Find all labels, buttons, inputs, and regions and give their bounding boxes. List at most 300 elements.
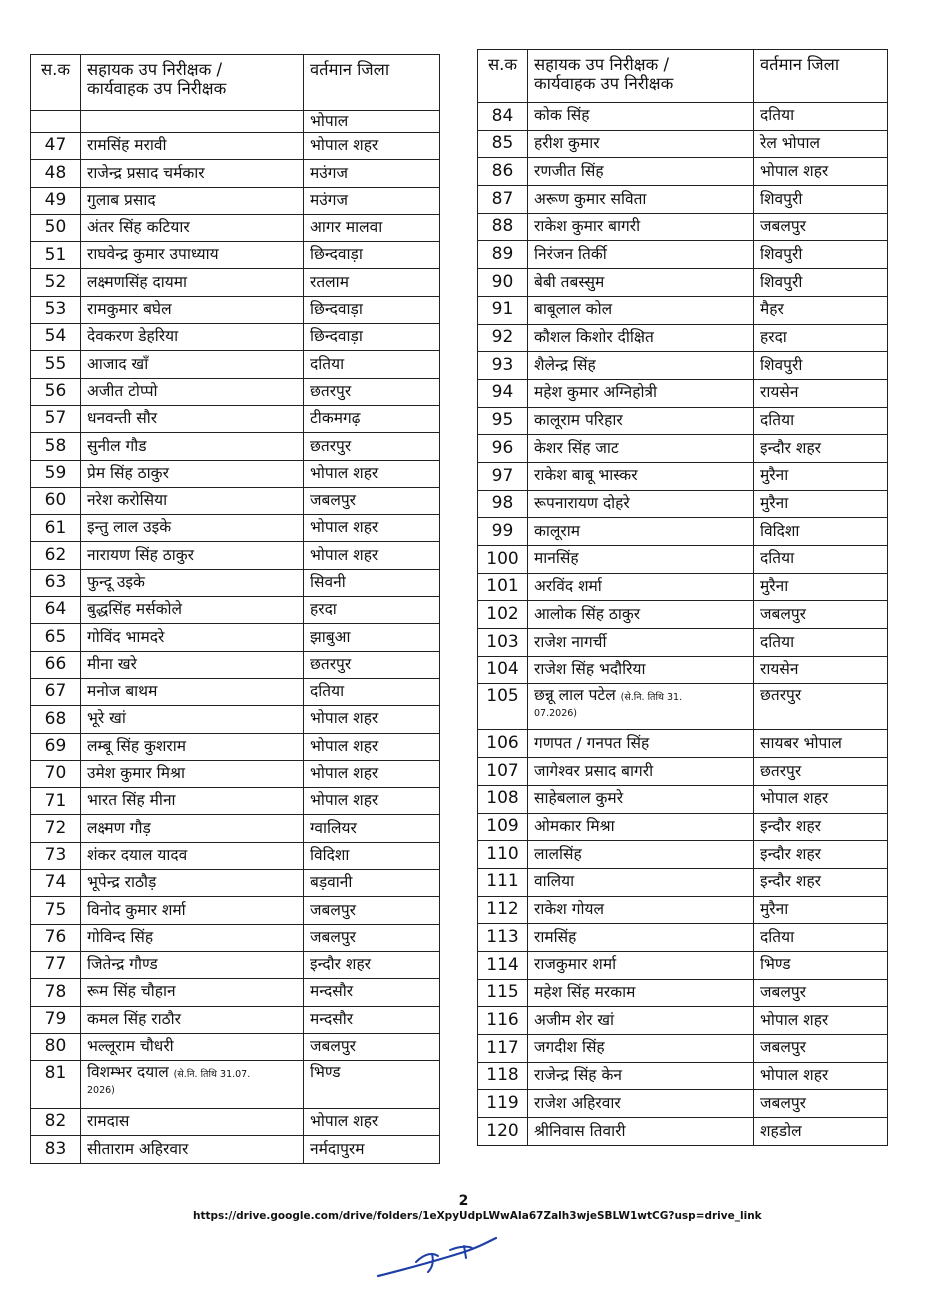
officer-name-text: महेश सिंह मरकाम bbox=[534, 983, 636, 1002]
officer-name bbox=[528, 241, 754, 269]
current-district: रायसेन bbox=[754, 656, 888, 684]
serial-number: 91 bbox=[478, 296, 528, 324]
officer-name-text: मीना खरे bbox=[87, 654, 137, 673]
officer-name bbox=[81, 351, 304, 378]
serial-number: 74 bbox=[31, 870, 81, 897]
current-district: भिण्ड bbox=[754, 951, 888, 979]
officer-name-text: राजेश अहिरवार bbox=[534, 1093, 621, 1112]
serial-number: 98 bbox=[478, 490, 528, 518]
serial-number: 93 bbox=[478, 352, 528, 380]
table-row bbox=[478, 462, 888, 490]
current-district: जबलपुर bbox=[754, 601, 888, 629]
current-district: टीकमगढ़ bbox=[304, 405, 440, 432]
officer-name bbox=[528, 296, 754, 324]
officer-name bbox=[528, 979, 754, 1007]
table-row bbox=[31, 1136, 440, 1163]
serial-number: 73 bbox=[31, 842, 81, 869]
table-row bbox=[31, 1033, 440, 1060]
table-row bbox=[31, 187, 440, 214]
table-row bbox=[478, 896, 888, 924]
current-district: आगर मालवा bbox=[304, 214, 440, 241]
serial-number: 61 bbox=[31, 515, 81, 542]
table-row bbox=[31, 924, 440, 951]
officer-name-text: अजीम शेर खां bbox=[534, 1010, 615, 1029]
current-district: भोपाल शहर bbox=[304, 460, 440, 487]
officer-name-text: कौशल किशोर दीक्षित bbox=[534, 327, 654, 346]
current-district: मन्दसौर bbox=[304, 979, 440, 1006]
officer-name-text: राघवेन्द्र कुमार उपाध्याय bbox=[87, 245, 219, 264]
officer-name bbox=[81, 296, 304, 323]
officer-name-text: लालसिंह bbox=[534, 844, 582, 863]
table-row bbox=[478, 979, 888, 1007]
current-district: छिन्दवाड़ा bbox=[304, 242, 440, 269]
serial-number: 83 bbox=[31, 1136, 81, 1163]
current-district: भोपाल शहर bbox=[754, 785, 888, 813]
officer-name bbox=[81, 597, 304, 624]
table-row bbox=[478, 730, 888, 758]
officer-name-text: गणपत / गनपत सिंह bbox=[534, 733, 650, 752]
officer-name-text: वालिया bbox=[534, 872, 575, 891]
officer-name bbox=[528, 186, 754, 214]
officer-name bbox=[528, 684, 754, 730]
current-district: दतिया bbox=[754, 924, 888, 952]
current-district: छतरपुर bbox=[754, 684, 888, 730]
officer-name bbox=[81, 542, 304, 569]
officer-name-text: जगदीश सिंह bbox=[534, 1038, 605, 1057]
table-row bbox=[31, 651, 440, 678]
table-row bbox=[478, 1062, 888, 1090]
serial-number: 66 bbox=[31, 651, 81, 678]
officer-name bbox=[528, 758, 754, 786]
officer-name-text: रामसिंह मरावी bbox=[87, 136, 167, 155]
officer-name bbox=[81, 651, 304, 678]
officer-name-text: लक्ष्मणसिंह दायमा bbox=[87, 272, 188, 291]
officer-name bbox=[81, 788, 304, 815]
table-row bbox=[31, 1109, 440, 1136]
table-row bbox=[31, 542, 440, 569]
officer-name-text: राजेश सिंह भदौरिया bbox=[534, 660, 646, 679]
officer-name bbox=[81, 405, 304, 432]
serial-number: 100 bbox=[478, 546, 528, 574]
current-district: भोपाल शहर bbox=[304, 1109, 440, 1136]
officer-name-text: मानसिंह bbox=[534, 549, 579, 568]
current-district: मउंगज bbox=[304, 187, 440, 214]
table-row bbox=[478, 684, 888, 730]
current-district: भोपाल शहर bbox=[754, 158, 888, 186]
serial-number: 49 bbox=[31, 187, 81, 214]
serial-number: 120 bbox=[478, 1118, 528, 1146]
serial-number-header: स.क bbox=[478, 50, 528, 103]
officer-name bbox=[81, 111, 304, 133]
table-row bbox=[31, 624, 440, 651]
serial-number: 69 bbox=[31, 733, 81, 760]
serial-number: 89 bbox=[478, 241, 528, 269]
officer-name bbox=[81, 897, 304, 924]
serial-number: 95 bbox=[478, 407, 528, 435]
current-district: छिन्दवाड़ा bbox=[304, 296, 440, 323]
serial-number: 60 bbox=[31, 487, 81, 514]
officer-table-right-body bbox=[478, 50, 888, 1146]
current-district: इन्दौर शहर bbox=[304, 951, 440, 978]
serial-number: 75 bbox=[31, 897, 81, 924]
officer-name bbox=[81, 269, 304, 296]
officer-name-text: कालूराम परिहार bbox=[534, 411, 623, 429]
table-row bbox=[31, 160, 440, 187]
table-row bbox=[478, 518, 888, 546]
officer-name-text: रणजीत सिंह bbox=[534, 161, 604, 180]
table-row bbox=[478, 1035, 888, 1063]
officer-name bbox=[81, 842, 304, 869]
officer-name bbox=[81, 706, 304, 733]
table-row bbox=[31, 951, 440, 978]
officer-name-text: देवकरण डेहरिया bbox=[87, 327, 179, 346]
table-row bbox=[31, 378, 440, 405]
officer-name bbox=[81, 214, 304, 241]
current-district: मुरैना bbox=[754, 490, 888, 518]
officer-name bbox=[81, 460, 304, 487]
current-district: दतिया bbox=[754, 103, 888, 131]
officer-name-text: केशर सिंह जाट bbox=[534, 438, 619, 457]
current-district: दतिया bbox=[754, 629, 888, 657]
officer-name-text: अंतर सिंह कटियार bbox=[87, 218, 190, 237]
serial-number: 62 bbox=[31, 542, 81, 569]
officer-name bbox=[528, 785, 754, 813]
serial-number: 114 bbox=[478, 951, 528, 979]
officer-name-text: अजीत टोप्पो bbox=[87, 381, 158, 400]
table-row bbox=[478, 573, 888, 601]
officer-name bbox=[528, 462, 754, 490]
current-district: दतिया bbox=[754, 407, 888, 435]
officer-name-text: राकेश कुमार बागरी bbox=[534, 217, 641, 236]
serial-number: 111 bbox=[478, 868, 528, 896]
officer-name bbox=[528, 352, 754, 380]
table-row bbox=[478, 1007, 888, 1035]
officer-name-text: शंकर दयाल यादव bbox=[87, 845, 188, 864]
table-row bbox=[478, 186, 888, 214]
officer-name-text: लम्बू सिंह कुशराम bbox=[87, 736, 187, 755]
officer-name bbox=[528, 868, 754, 896]
current-district: दतिया bbox=[304, 351, 440, 378]
current-district: दतिया bbox=[754, 546, 888, 574]
officer-name-text: फुन्दू उइके bbox=[87, 572, 145, 591]
current-district: रतलाम bbox=[304, 269, 440, 296]
serial-number: 79 bbox=[31, 1006, 81, 1033]
current-district: भोपाल शहर bbox=[304, 760, 440, 787]
officer-name bbox=[528, 841, 754, 869]
officer-name bbox=[528, 951, 754, 979]
officer-name bbox=[528, 601, 754, 629]
table-row bbox=[478, 785, 888, 813]
officer-name bbox=[528, 656, 754, 684]
table-row bbox=[478, 379, 888, 407]
officer-name-text: अरविंद शर्मा bbox=[534, 577, 602, 596]
serial-number: 110 bbox=[478, 841, 528, 869]
table-row bbox=[31, 296, 440, 323]
current-district: हरदा bbox=[754, 324, 888, 352]
current-district: झाबुआ bbox=[304, 624, 440, 651]
table-row bbox=[31, 487, 440, 514]
table-row bbox=[31, 788, 440, 815]
officer-name bbox=[81, 624, 304, 651]
officer-name-text: उमेश कुमार मिश्रा bbox=[87, 764, 185, 783]
officer-name bbox=[528, 896, 754, 924]
officer-name bbox=[81, 487, 304, 514]
signature-icon bbox=[372, 1232, 502, 1282]
current-district: दतिया bbox=[304, 678, 440, 705]
current-district: विदिशा bbox=[754, 518, 888, 546]
officer-name bbox=[528, 158, 754, 186]
current-district: मउंगज bbox=[304, 160, 440, 187]
officer-name-text: शैलेन्द्र सिंह bbox=[534, 355, 596, 374]
serial-number: 101 bbox=[478, 573, 528, 601]
serial-number: 52 bbox=[31, 269, 81, 296]
current-district: भिण्ड bbox=[304, 1061, 440, 1109]
officer-name-header bbox=[81, 55, 304, 111]
current-district: छिन्दवाड़ा bbox=[304, 324, 440, 351]
retirement-note-year: 07.2026) bbox=[534, 708, 577, 720]
officer-name-text: धनवन्ती सौर bbox=[87, 409, 158, 428]
serial-number: 70 bbox=[31, 760, 81, 787]
current-district: जबलपुर bbox=[304, 1033, 440, 1060]
table-row bbox=[478, 951, 888, 979]
table-row bbox=[31, 733, 440, 760]
serial-number: 54 bbox=[31, 324, 81, 351]
serial-number: 77 bbox=[31, 951, 81, 978]
current-district: छतरपुर bbox=[304, 378, 440, 405]
current-district: भोपाल शहर bbox=[304, 733, 440, 760]
current-district: भोपाल शहर bbox=[304, 706, 440, 733]
officer-name-header bbox=[528, 50, 754, 103]
table-row bbox=[31, 815, 440, 842]
table-header-row bbox=[31, 55, 440, 111]
table-row bbox=[478, 841, 888, 869]
header-name-line1: सहायक उप निरीक्षक / bbox=[87, 60, 223, 79]
officer-name-text: नरेश करोसिया bbox=[87, 491, 168, 510]
current-district: भोपाल शहर bbox=[304, 542, 440, 569]
serial-number: 81 bbox=[31, 1061, 81, 1109]
officer-name-text: जागेश्वर प्रसाद बागरी bbox=[534, 761, 654, 780]
serial-number: 106 bbox=[478, 730, 528, 758]
officer-name bbox=[81, 733, 304, 760]
officer-name-text: रामसिंह bbox=[534, 927, 577, 946]
current-district: मैहर bbox=[754, 296, 888, 324]
officer-name bbox=[81, 569, 304, 596]
current-district: हरदा bbox=[304, 597, 440, 624]
drive-link[interactable]: https://drive.google.com/drive/folders/1eXpyUdpLWwAIa67Zalh3wjeSBLW1wtCG?usp=drive_link bbox=[193, 1210, 762, 1222]
officer-name-text: गुलाब प्रसाद bbox=[87, 190, 156, 209]
officer-name bbox=[528, 924, 754, 952]
officer-name bbox=[528, 1118, 754, 1146]
officer-name-text: सुनील गौड bbox=[87, 436, 147, 455]
serial-number: 64 bbox=[31, 597, 81, 624]
current-district: जबलपुर bbox=[304, 897, 440, 924]
officer-name bbox=[81, 1136, 304, 1163]
serial-number: 80 bbox=[31, 1033, 81, 1060]
officer-name-text: महेश कुमार अग्निहोत्री bbox=[534, 383, 658, 402]
officer-name bbox=[81, 324, 304, 351]
table-row bbox=[478, 241, 888, 269]
serial-number: 108 bbox=[478, 785, 528, 813]
officer-name-text: राजेन्द्र प्रसाद चर्मकार bbox=[87, 163, 205, 182]
current-district: जबलपुर bbox=[304, 924, 440, 951]
current-district: बड़वानी bbox=[304, 870, 440, 897]
current-district: इन्दौर शहर bbox=[754, 868, 888, 896]
officer-name-text: इन्तु लाल उइके bbox=[87, 518, 172, 537]
table-row bbox=[31, 269, 440, 296]
table-row bbox=[478, 130, 888, 158]
retirement-note-year: 2026) bbox=[87, 1084, 115, 1096]
table-row bbox=[31, 842, 440, 869]
table-row bbox=[478, 158, 888, 186]
officer-name-text: प्रेम सिंह ठाकुर bbox=[87, 463, 169, 482]
serial-number: 94 bbox=[478, 379, 528, 407]
officer-name-text: आलोक सिंह ठाकुर bbox=[534, 604, 641, 623]
serial-number: 78 bbox=[31, 979, 81, 1006]
table-row bbox=[31, 405, 440, 432]
officer-name-text: भल्लूराम चौधरी bbox=[87, 1037, 174, 1056]
current-district: शिवपुरी bbox=[754, 186, 888, 214]
officer-name-text: अरूण कुमार सविता bbox=[534, 189, 647, 208]
serial-number: 84 bbox=[478, 103, 528, 131]
officer-name bbox=[528, 213, 754, 241]
officer-name bbox=[528, 379, 754, 407]
table-row bbox=[478, 629, 888, 657]
officer-name bbox=[81, 1061, 304, 1109]
table-row bbox=[478, 813, 888, 841]
table-row bbox=[31, 214, 440, 241]
retirement-note: (से.नि. तिथि 31.07. bbox=[173, 1069, 251, 1081]
current-district: जबलपुर bbox=[754, 1090, 888, 1118]
officer-name bbox=[81, 242, 304, 269]
officer-name-text: विनोद कुमार शर्मा bbox=[87, 900, 186, 919]
officer-name bbox=[528, 518, 754, 546]
officer-name bbox=[81, 924, 304, 951]
current-district: शिवपुरी bbox=[754, 269, 888, 297]
serial-number: 86 bbox=[478, 158, 528, 186]
officer-name-text: राजेन्द्र सिंह केन bbox=[534, 1066, 622, 1085]
current-district-header: वर्तमान जिला bbox=[304, 55, 440, 111]
table-row bbox=[478, 269, 888, 297]
serial-number: 112 bbox=[478, 896, 528, 924]
current-district: जबलपुर bbox=[304, 487, 440, 514]
officer-name bbox=[528, 1062, 754, 1090]
table-header-row bbox=[478, 50, 888, 103]
officer-name bbox=[528, 407, 754, 435]
table-row bbox=[31, 460, 440, 487]
current-district: भोपाल शहर bbox=[304, 133, 440, 160]
serial-number: 50 bbox=[31, 214, 81, 241]
retirement-note: (से.नि. तिथि 31. bbox=[620, 692, 683, 704]
officer-name bbox=[528, 130, 754, 158]
officer-name-text: हरीश कुमार bbox=[534, 134, 600, 153]
officer-name-text: राजेश नागर्ची bbox=[534, 632, 607, 651]
header-name-line2: कार्यवाहक उप निरीक्षक bbox=[87, 78, 227, 98]
current-district: भोपाल शहर bbox=[304, 788, 440, 815]
serial-number: 55 bbox=[31, 351, 81, 378]
table-row bbox=[31, 515, 440, 542]
table-row bbox=[31, 111, 440, 133]
table-row bbox=[31, 324, 440, 351]
officer-name bbox=[81, 951, 304, 978]
table-row bbox=[478, 296, 888, 324]
table-row bbox=[31, 979, 440, 1006]
current-district: सिवनी bbox=[304, 569, 440, 596]
current-district: शिवपुरी bbox=[754, 241, 888, 269]
serial-number: 82 bbox=[31, 1109, 81, 1136]
officer-name bbox=[528, 730, 754, 758]
serial-number: 57 bbox=[31, 405, 81, 432]
serial-number: 92 bbox=[478, 324, 528, 352]
current-district: सायबर भोपाल bbox=[754, 730, 888, 758]
officer-name-text: राकेश बाबू भास्कर bbox=[534, 466, 638, 485]
officer-name-text: रूम सिंह चौहान bbox=[87, 982, 176, 1001]
page-number: 2 bbox=[458, 1193, 469, 1209]
officer-name bbox=[528, 813, 754, 841]
table-row bbox=[478, 601, 888, 629]
officer-name bbox=[81, 1109, 304, 1136]
current-district: मुरैना bbox=[754, 896, 888, 924]
serial-number: 109 bbox=[478, 813, 528, 841]
officer-name-text: मनोज बाथम bbox=[87, 682, 158, 701]
table-row bbox=[478, 213, 888, 241]
current-district: छतरपुर bbox=[304, 433, 440, 460]
current-district: नर्मदापुरम bbox=[304, 1136, 440, 1163]
officer-name bbox=[81, 133, 304, 160]
officer-name bbox=[528, 1090, 754, 1118]
current-district: छतरपुर bbox=[304, 651, 440, 678]
officer-name-text: राजकुमार शर्मा bbox=[534, 955, 617, 974]
table-row bbox=[31, 1006, 440, 1033]
serial-number: 107 bbox=[478, 758, 528, 786]
current-district: भोपाल शहर bbox=[304, 515, 440, 542]
officer-name-text: बुद्धसिंह मर्सकोले bbox=[87, 600, 183, 619]
officer-name bbox=[528, 573, 754, 601]
officer-name bbox=[81, 815, 304, 842]
officer-name bbox=[528, 324, 754, 352]
table-row bbox=[478, 868, 888, 896]
current-district: विदिशा bbox=[304, 842, 440, 869]
current-district: ग्वालियर bbox=[304, 815, 440, 842]
table-row bbox=[478, 352, 888, 380]
officer-name-text: राकेश गोयल bbox=[534, 900, 604, 918]
table-row bbox=[478, 435, 888, 463]
table-row bbox=[478, 546, 888, 574]
current-district: छतरपुर bbox=[754, 758, 888, 786]
serial-number: 87 bbox=[478, 186, 528, 214]
current-district-header: वर्तमान जिला bbox=[754, 50, 888, 103]
officer-name bbox=[528, 435, 754, 463]
current-district: भोपाल bbox=[304, 111, 440, 133]
serial-number: 105 bbox=[478, 684, 528, 730]
current-district: इन्दौर शहर bbox=[754, 841, 888, 869]
officer-name-text: सीताराम अहिरवार bbox=[87, 1139, 189, 1158]
officer-table-left-body bbox=[31, 55, 440, 1164]
current-district: जबलपुर bbox=[754, 979, 888, 1007]
current-district: मन्दसौर bbox=[304, 1006, 440, 1033]
current-district: रायसेन bbox=[754, 379, 888, 407]
current-district: मुरैना bbox=[754, 462, 888, 490]
current-district: मुरैना bbox=[754, 573, 888, 601]
serial-number: 99 bbox=[478, 518, 528, 546]
serial-number: 67 bbox=[31, 678, 81, 705]
serial-number: 76 bbox=[31, 924, 81, 951]
serial-number: 65 bbox=[31, 624, 81, 651]
officer-name bbox=[528, 1035, 754, 1063]
table-row bbox=[478, 758, 888, 786]
officer-name bbox=[528, 103, 754, 131]
table-row bbox=[31, 433, 440, 460]
officer-name-text: रामकुमार बघेल bbox=[87, 300, 172, 319]
